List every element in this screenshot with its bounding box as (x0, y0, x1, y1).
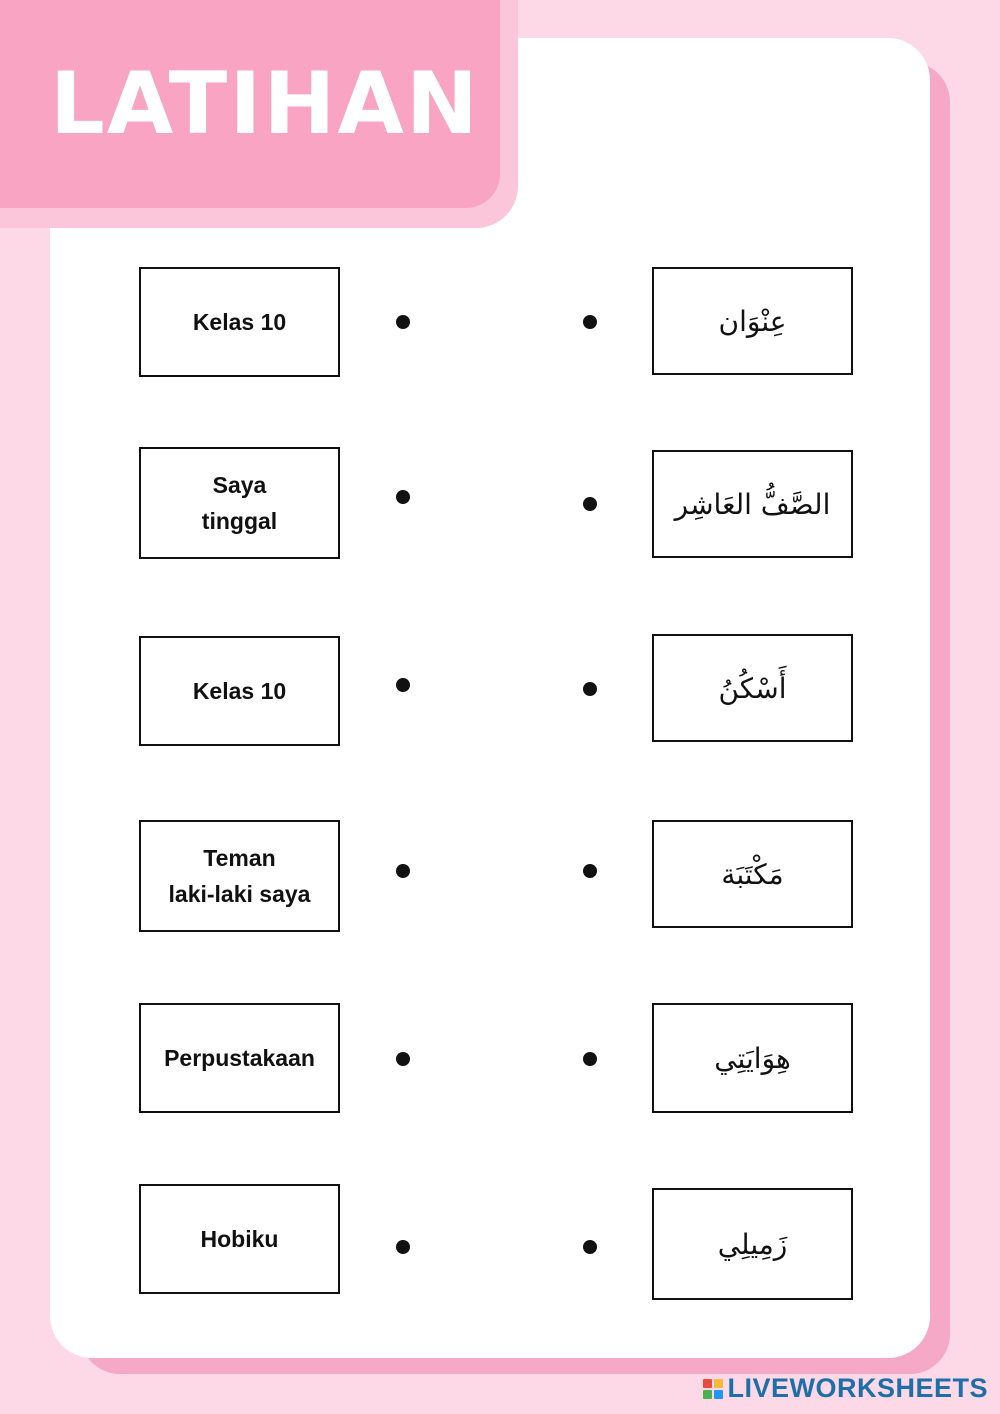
match-right-dot[interactable] (583, 682, 597, 696)
header-banner (0, 0, 500, 208)
match-right-box: هِوَايَتِي (652, 1003, 853, 1113)
match-left-box: Perpustakaan (139, 1003, 340, 1113)
match-left-box: Kelas 10 (139, 636, 340, 746)
match-right-box: أَسْكُنُ (652, 634, 853, 742)
match-left-dot[interactable] (396, 864, 410, 878)
match-left-dot[interactable] (396, 1240, 410, 1254)
match-right-box: مَكْتَبَة (652, 820, 853, 928)
match-right-dot[interactable] (583, 497, 597, 511)
match-left-dot[interactable] (396, 1052, 410, 1066)
match-left-box: Saya tinggal (139, 447, 340, 559)
match-left-dot[interactable] (396, 490, 410, 504)
match-left-box: Hobiku (139, 1184, 340, 1294)
match-left-dot[interactable] (396, 678, 410, 692)
match-right-dot[interactable] (583, 1240, 597, 1254)
brand-name: LIVEWORKSHEETS (727, 1373, 988, 1403)
liveworksheets-brand[interactable] (703, 1373, 988, 1404)
match-left-dot[interactable] (396, 315, 410, 329)
page-title: LATIHAN (50, 54, 480, 154)
match-right-box: الصَّفُّ العَاشِر (652, 450, 853, 558)
match-right-dot[interactable] (583, 315, 597, 329)
liveworksheets-logo-icon (703, 1379, 723, 1399)
match-left-box: Teman laki-laki saya (139, 820, 340, 932)
match-right-dot[interactable] (583, 864, 597, 878)
match-right-box: زَمِيلِي (652, 1188, 853, 1300)
match-right-box: عِنْوَان (652, 267, 853, 375)
match-right-dot[interactable] (583, 1052, 597, 1066)
match-left-box: Kelas 10 (139, 267, 340, 377)
